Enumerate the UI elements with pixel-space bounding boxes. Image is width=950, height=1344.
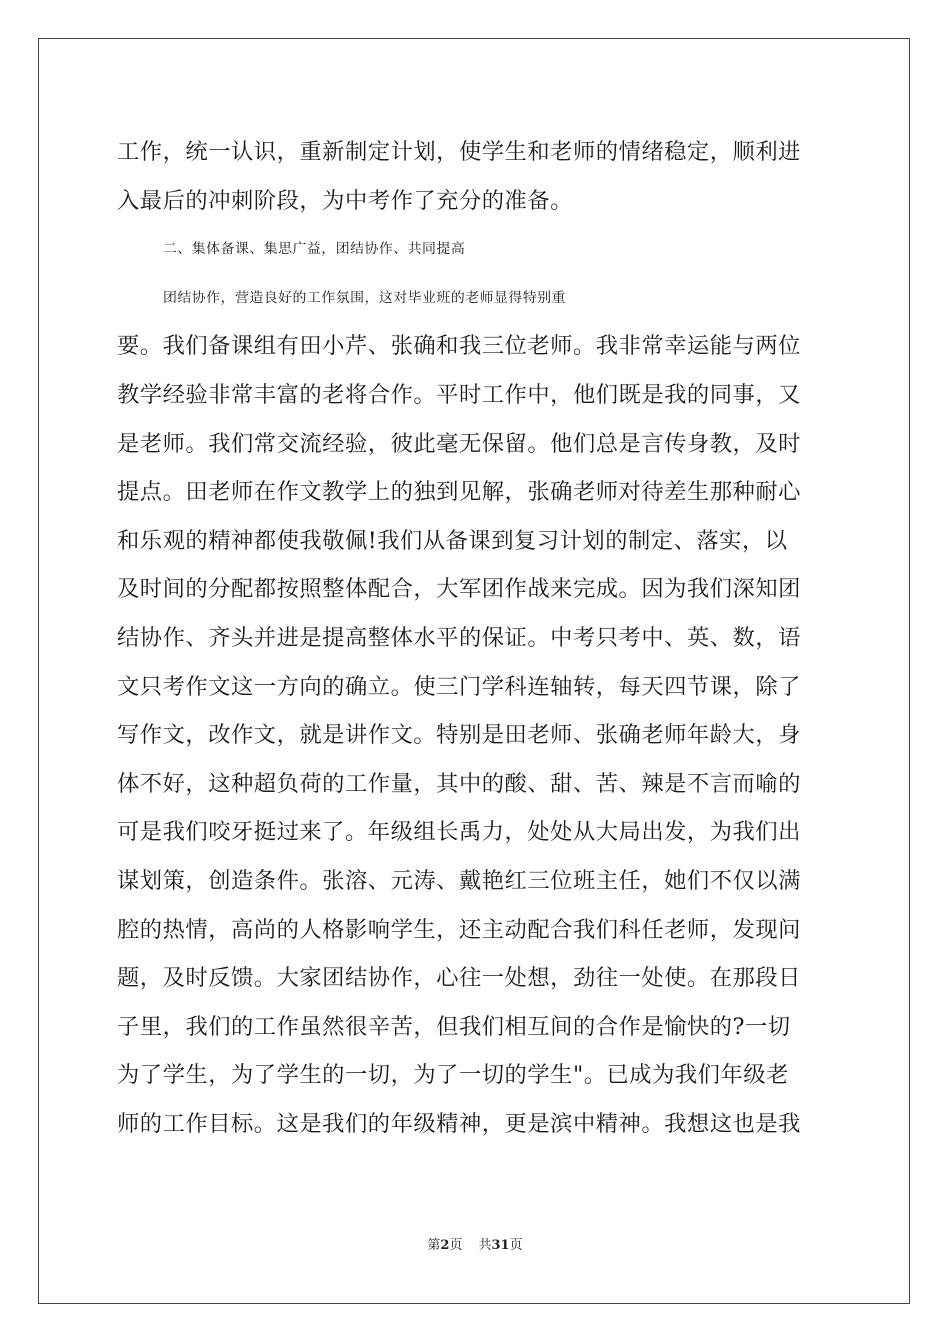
section-heading: 二、集体备课、集思广益，团结协作、共同提高: [163, 241, 466, 258]
total-prefix: 共: [478, 1238, 492, 1253]
text-line: 写作文，改作文，就是讲作文。特别是田老师、张确老师年龄大，身: [117, 722, 801, 749]
text-line: 题，及时反馈。大家团结协作，心往一处想，劲往一处使。在那段日: [117, 965, 801, 992]
page-number: 2: [440, 1238, 450, 1253]
text-line: 结协作、齐头并进是提高整体水平的保证。中考只考中、英、数，语: [117, 624, 801, 651]
text-line: 子里，我们的工作虽然很辛苦，但我们相互间的合作是愉快的?一切: [117, 1013, 791, 1040]
text-line: 入最后的冲刺阶段，为中考作了充分的准备。: [117, 187, 573, 214]
text-line: 工作，统一认识，重新制定计划，使学生和老师的情绪稳定，顺利进: [117, 139, 801, 165]
text-line: 体不好，这种超负荷的工作量，其中的酸、甜、苦、辣是不言而喻的: [117, 770, 801, 797]
text-line: 及时间的分配都按照整体配合，大军团作战来完成。因为我们深知团: [117, 576, 801, 603]
text-line: 腔的热情，高尚的人格影响学生，还主动配合我们科任老师，发现问: [117, 916, 801, 943]
page-prefix: 第: [427, 1238, 441, 1253]
total-pages: 31: [491, 1238, 510, 1253]
text-line: 文只考作文这一方向的确立。使三门学科连轴转，每天四节课，除了: [117, 673, 801, 700]
text-line: 和乐观的精神都使我敬佩!我们从备课到复习计划的制定、落实，以: [117, 527, 788, 554]
text-line: 谋划策，创造条件。张溶、元涛、戴艳红三位班主任，她们不仅以满: [117, 867, 801, 894]
page-footer: [0, 1238, 950, 1254]
text-line: 提点。田老师在作文教学上的独到见解，张确老师对待差生那种耐心: [117, 479, 801, 506]
text-line: 教学经验非常丰富的老将合作。平时工作中，他们既是我的同事，又: [117, 381, 801, 408]
text-line: 要。我们备课组有田小芹、张确和我三位老师。我非常幸运能与两位: [117, 333, 801, 360]
total-suffix: 页: [509, 1238, 523, 1253]
text-line: 是老师。我们常交流经验，彼此毫无保留。他们总是言传身教，及时: [117, 430, 801, 457]
page-suffix: 页: [449, 1238, 463, 1253]
text-line: 可是我们咬牙挺过来了。年级组长禹力，处处从大局出发，为我们出: [117, 819, 801, 846]
text-line: 师的工作目标。这是我们的年级精神，更是滨中精神。我想这也是我: [117, 1110, 801, 1137]
document-body: [117, 128, 835, 1148]
text-line: 为了学生，为了学生的一切，为了一切的学生"。已成为我们年级老: [117, 1062, 789, 1089]
paragraph-first-line: 团结协作，营造良好的工作氛围，这对毕业班的老师显得特别重: [163, 289, 566, 306]
